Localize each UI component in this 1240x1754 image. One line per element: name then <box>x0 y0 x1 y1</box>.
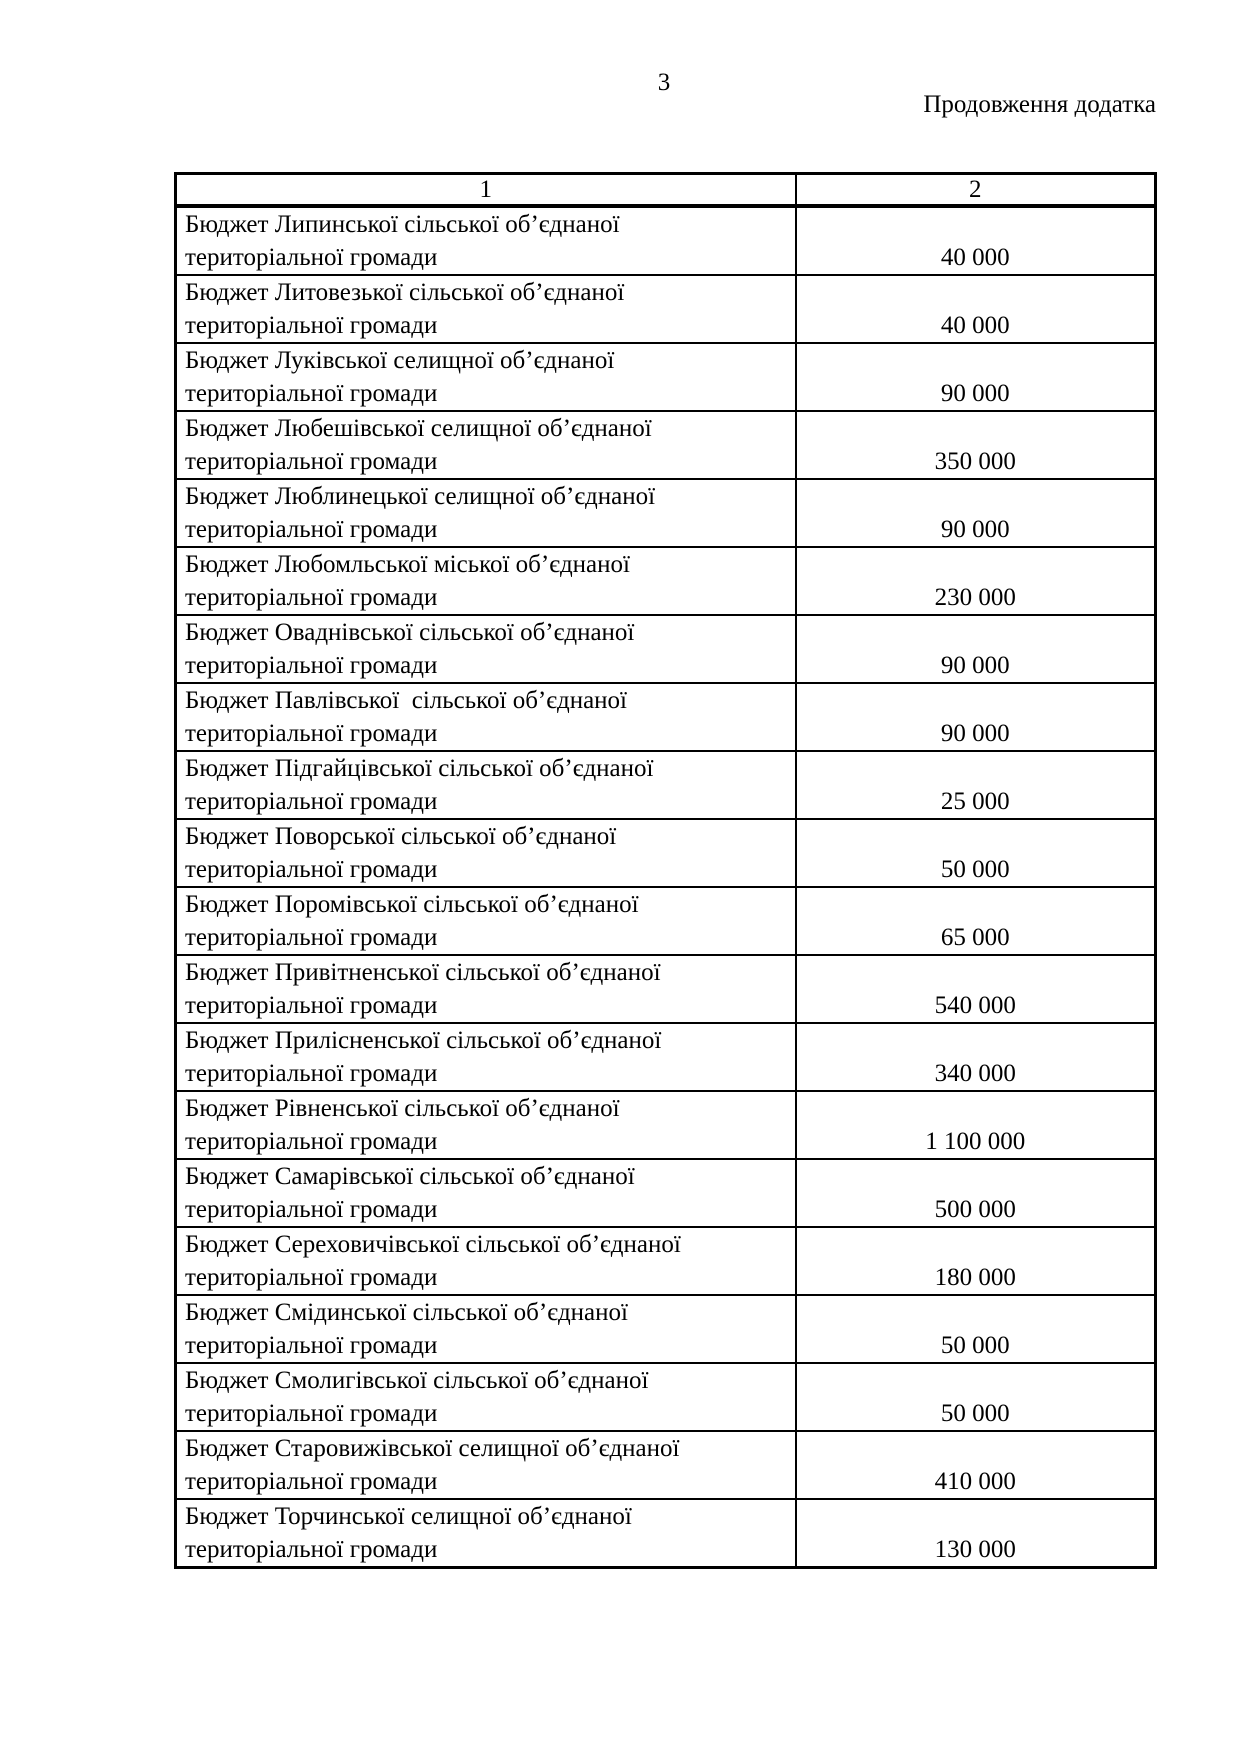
budget-name-cell <box>176 343 796 411</box>
budget-name-line1: Бюджет Любешівської селищної об’єднаної <box>185 415 652 442</box>
amount-value: 65 000 <box>940 924 1010 951</box>
budget-name-line2: територіальної громади <box>185 992 438 1019</box>
budget-name-line2: територіальної громади <box>185 584 438 611</box>
budget-name-cell <box>176 683 796 751</box>
table-row <box>176 1159 1156 1227</box>
amount-cell <box>796 955 1156 1023</box>
table-row <box>176 206 1156 275</box>
amount-cell <box>796 887 1156 955</box>
budget-name-line1: Бюджет Сереховичівської сільської об’єднаної <box>185 1231 681 1258</box>
table-row <box>176 343 1156 411</box>
budget-name-cell <box>176 1091 796 1159</box>
amount-value: 50 000 <box>940 856 1010 883</box>
table-row <box>176 1363 1156 1431</box>
amount-value: 1 100 000 <box>925 1128 1026 1155</box>
budget-table <box>174 172 1157 1569</box>
budget-name-cell <box>176 206 796 275</box>
table-row <box>176 411 1156 479</box>
budget-name-line1: Бюджет Підгайцівської сільської об’єднаної <box>185 755 654 782</box>
table-row <box>176 955 1156 1023</box>
amount-value: 540 000 <box>934 992 1016 1019</box>
amount-cell <box>796 1091 1156 1159</box>
table-row <box>176 275 1156 343</box>
budget-name-cell <box>176 751 796 819</box>
budget-name-line1: Бюджет Смідинської сільської об’єднаної <box>185 1299 628 1326</box>
table-row <box>176 1227 1156 1295</box>
budget-name-line2: територіальної громади <box>185 788 438 815</box>
amount-value: 90 000 <box>940 380 1010 407</box>
budget-table-body <box>176 206 1156 1568</box>
budget-name-cell <box>176 1023 796 1091</box>
budget-name-line1: Бюджет Поромівської сільської об’єднаної <box>185 891 639 918</box>
amount-cell <box>796 1227 1156 1295</box>
amount-cell <box>796 1159 1156 1227</box>
table-row <box>176 1091 1156 1159</box>
amount-value: 230 000 <box>934 584 1016 611</box>
amount-cell <box>796 343 1156 411</box>
table-row <box>176 1431 1156 1499</box>
budget-name-line2: територіальної громади <box>185 1400 438 1427</box>
amount-cell <box>796 615 1156 683</box>
amount-cell <box>796 411 1156 479</box>
budget-name-line1: Бюджет Павлівської сільської об’єднаної <box>185 687 628 714</box>
amount-value: 350 000 <box>934 448 1016 475</box>
budget-name-line2: територіальної громади <box>185 720 438 747</box>
budget-name-line1: Бюджет Торчинської селищної об’єднаної <box>185 1503 632 1530</box>
budget-name-cell <box>176 887 796 955</box>
amount-value: 340 000 <box>934 1060 1016 1087</box>
budget-name-cell <box>176 1227 796 1295</box>
budget-name-line2: територіальної громади <box>185 1196 438 1223</box>
budget-name-cell <box>176 1159 796 1227</box>
amount-cell <box>796 1431 1156 1499</box>
budget-name-line1: Бюджет Рівненської сільської об’єднаної <box>185 1095 620 1122</box>
amount-value: 90 000 <box>940 516 1010 543</box>
table-row <box>176 615 1156 683</box>
budget-name-line1: Бюджет Самарівської сільської об’єднаної <box>185 1163 635 1190</box>
amount-cell <box>796 751 1156 819</box>
budget-name-cell <box>176 411 796 479</box>
budget-name-cell <box>176 1295 796 1363</box>
amount-cell <box>796 275 1156 343</box>
continuation-note: Продовження додатка <box>923 91 1156 118</box>
table-row <box>176 887 1156 955</box>
budget-name-line1: Бюджет Литовезької сільської об’єднаної <box>185 279 625 306</box>
budget-name-line2: територіальної громади <box>185 1264 438 1291</box>
amount-value: 50 000 <box>940 1332 1010 1359</box>
amount-cell <box>796 819 1156 887</box>
column-header-1: 1 <box>176 174 796 207</box>
budget-name-line1: Бюджет Липинської сільської об’єднаної <box>185 211 620 238</box>
column-header-2: 2 <box>796 174 1156 207</box>
amount-value: 180 000 <box>934 1264 1016 1291</box>
amount-cell <box>796 547 1156 615</box>
budget-name-line1: Бюджет Оваднівської сільської об’єднаної <box>185 619 635 646</box>
budget-name-line2: територіальної громади <box>185 1128 438 1155</box>
amount-value: 130 000 <box>934 1536 1016 1563</box>
table-row <box>176 1499 1156 1568</box>
amount-value: 90 000 <box>940 652 1010 679</box>
amount-value: 40 000 <box>940 312 1010 339</box>
budget-name-line1: Бюджет Прилісненської сільської об’єднаної <box>185 1027 662 1054</box>
budget-name-cell <box>176 1431 796 1499</box>
budget-name-line2: територіальної громади <box>185 448 438 475</box>
budget-name-cell <box>176 955 796 1023</box>
table-row <box>176 683 1156 751</box>
budget-name-line2: територіальної громади <box>185 1060 438 1087</box>
budget-name-line2: територіальної громади <box>185 312 438 339</box>
amount-value: 500 000 <box>934 1196 1016 1223</box>
budget-name-line2: територіальної громади <box>185 1332 438 1359</box>
budget-name-cell <box>176 1499 796 1568</box>
amount-value: 410 000 <box>934 1468 1016 1495</box>
budget-name-line1: Бюджет Привітненської сільської об’єднаної <box>185 959 661 986</box>
budget-name-line2: територіальної громади <box>185 244 438 271</box>
table-row <box>176 479 1156 547</box>
budget-name-line2: територіальної громади <box>185 1536 438 1563</box>
amount-cell <box>796 206 1156 275</box>
table-row <box>176 751 1156 819</box>
budget-name-line1: Бюджет Люблинецької селищної об’єднаної <box>185 483 656 510</box>
amount-value: 50 000 <box>940 1400 1010 1427</box>
budget-name-line2: територіальної громади <box>185 516 438 543</box>
budget-name-line1: Бюджет Любомльської міської об’єднаної <box>185 551 630 578</box>
amount-cell <box>796 1499 1156 1568</box>
budget-name-line2: територіальної громади <box>185 856 438 883</box>
budget-name-cell <box>176 547 796 615</box>
page-number: 3 <box>657 69 671 96</box>
budget-name-line2: територіальної громади <box>185 924 438 951</box>
table-row <box>176 1295 1156 1363</box>
budget-name-line1: Бюджет Поворської сільської об’єднаної <box>185 823 617 850</box>
amount-cell <box>796 1363 1156 1431</box>
budget-name-line2: територіальної громади <box>185 652 438 679</box>
amount-value: 90 000 <box>940 720 1010 747</box>
table-row <box>176 547 1156 615</box>
amount-value: 40 000 <box>940 244 1010 271</box>
budget-name-cell <box>176 1363 796 1431</box>
amount-cell <box>796 1295 1156 1363</box>
amount-cell <box>796 1023 1156 1091</box>
amount-value: 25 000 <box>940 788 1010 815</box>
amount-cell <box>796 479 1156 547</box>
budget-name-line1: Бюджет Луківської селищної об’єднаної <box>185 347 615 374</box>
budget-name-cell <box>176 819 796 887</box>
budget-name-line1: Бюджет Старовижівської селищної об’єднаної <box>185 1435 680 1462</box>
budget-name-cell <box>176 275 796 343</box>
amount-cell <box>796 683 1156 751</box>
budget-table-header <box>176 174 1156 207</box>
header-row <box>176 174 1156 207</box>
table-row <box>176 819 1156 887</box>
budget-name-cell <box>176 479 796 547</box>
budget-name-cell <box>176 615 796 683</box>
table-row <box>176 1023 1156 1091</box>
budget-name-line2: територіальної громади <box>185 380 438 407</box>
budget-name-line1: Бюджет Смолигівської сільської об’єднаної <box>185 1367 649 1394</box>
budget-name-line2: територіальної громади <box>185 1468 438 1495</box>
